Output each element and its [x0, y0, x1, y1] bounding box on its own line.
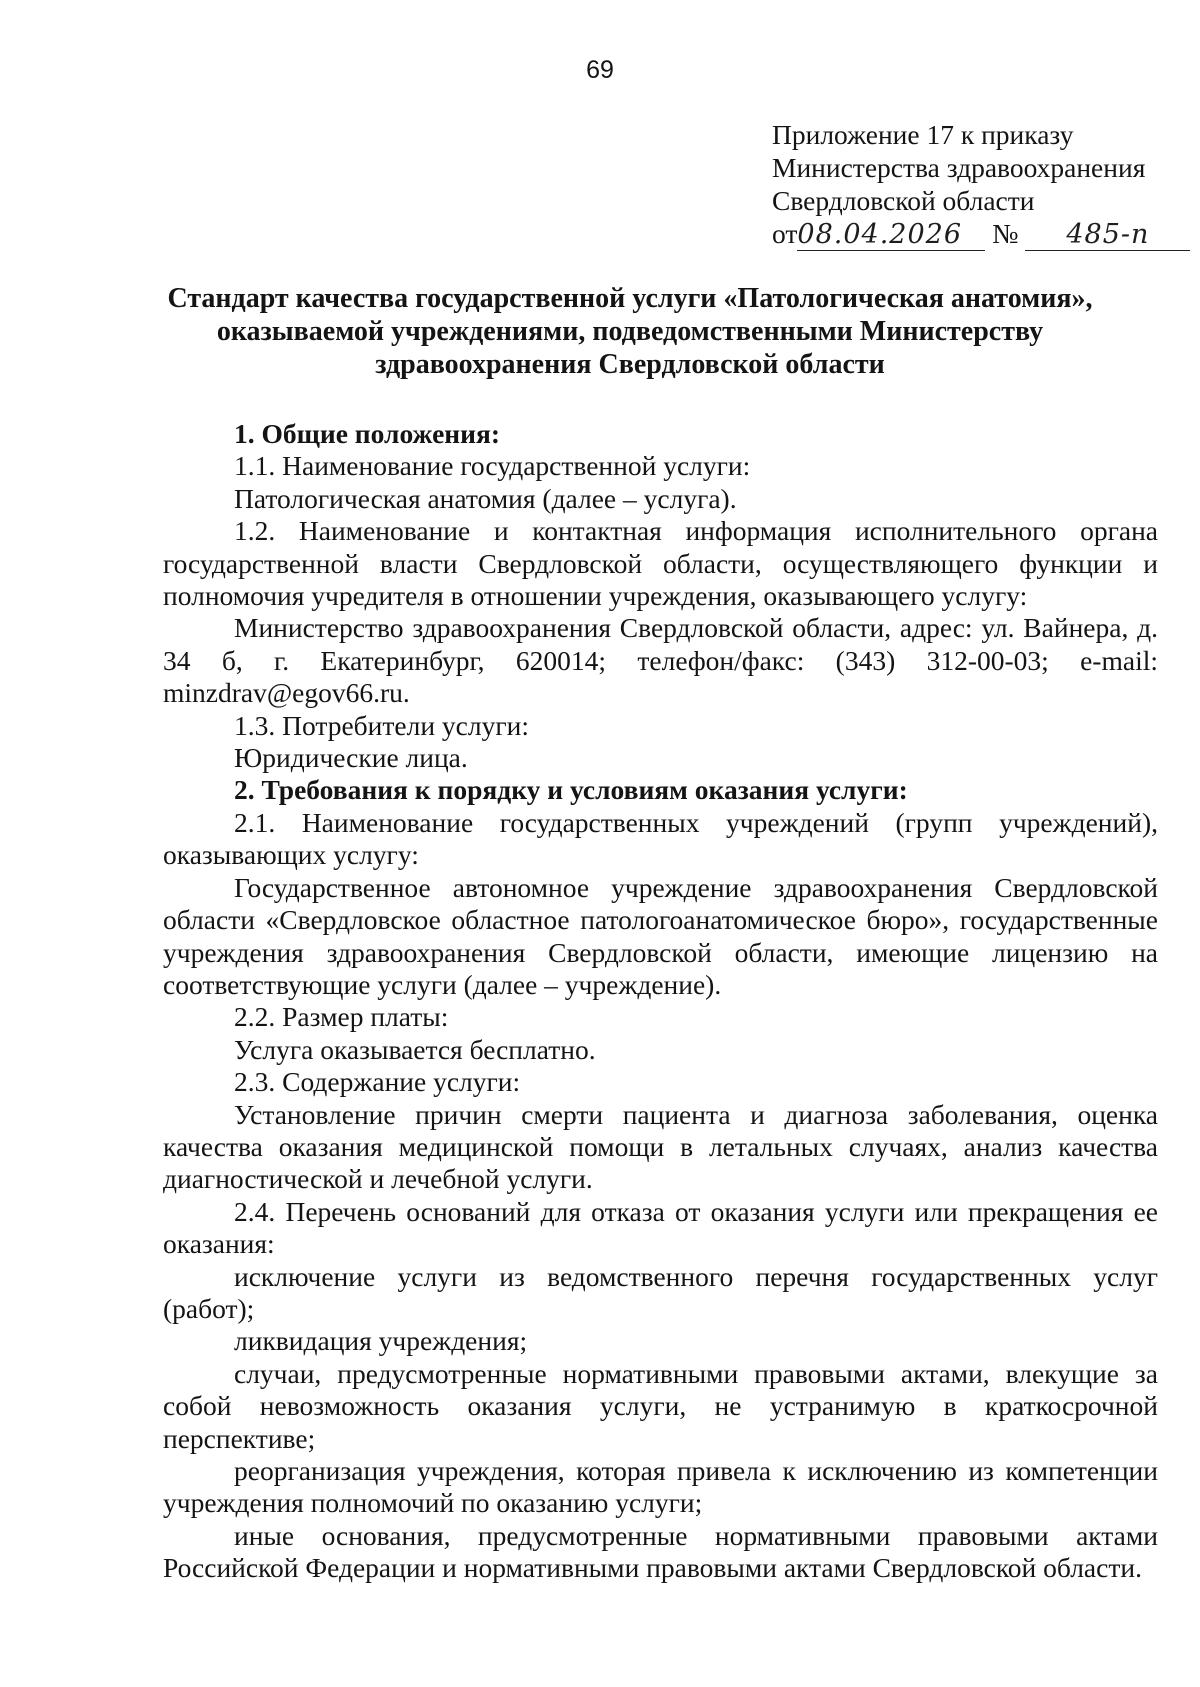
clause-2-4: 2.4. Перечень оснований для отказа от оказания услуги или прекращения ее оказания:	[163, 1195, 1158, 1260]
clause-2-2-text: Услуга оказывается бесплатно.	[234, 1033, 596, 1065]
handwritten-order-number: 485-п	[1025, 220, 1190, 251]
clause-1-3: 1.3. Потребители услуги:	[234, 709, 529, 741]
title-line-1: Стандарт качества государственной услуги «Патологическая анатомия»,	[167, 283, 1093, 314]
refusal-ground-item: иные основания, предусмотренные нормативными правовыми актами Российской Федерации и нормативными правовыми актами Свердловской области.	[163, 1519, 1158, 1584]
section-1-heading: 1. Общие положения:	[234, 418, 501, 449]
page-number: 69	[586, 56, 614, 84]
clause-1-1: 1.1. Наименование государственной услуги:	[234, 450, 751, 482]
clause-1-1-text: Патологическая анатомия (далее – услуга).	[234, 482, 737, 514]
annex-line-3: Свердловской области	[772, 185, 1035, 216]
refusal-ground-item: случаи, предусмотренные нормативными правовыми актами, влекущие за собой невозможность оказания услуги, не устранимую в краткосрочной перспективе;	[163, 1357, 1158, 1454]
handwritten-date: 08.04.2026	[797, 220, 985, 251]
annex-block	[772, 118, 1190, 253]
number-label: №	[992, 218, 1019, 249]
section-2-heading: 2. Требования к порядку и условиям оказания услуги:	[234, 774, 908, 806]
annex-date-number-row	[772, 217, 1190, 253]
clause-2-1: 2.1. Наименование государственных учреждений (групп учреждений), оказывающих услугу:	[163, 806, 1158, 871]
annex-line-1: Приложение 17 к приказу	[772, 119, 1074, 150]
annex-line-2: Министерства здравоохранения	[772, 152, 1146, 183]
clause-2-3: 2.3. Содержание услуги:	[234, 1066, 521, 1098]
clause-1-3-text: Юридические лица.	[234, 742, 468, 774]
date-prefix: от	[772, 218, 798, 249]
refusal-ground-item: реорганизация учреждения, которая привела к исключению из компетенции учреждения полномочий по оказанию услуги;	[163, 1455, 1158, 1519]
refusal-ground-item: ликвидация учреждения;	[234, 1325, 528, 1357]
title-line-3: здравоохранения Свердловской области	[375, 349, 885, 380]
document-title	[150, 282, 1110, 381]
clause-1-2-text: Министерство здравоохранения Свердловской области, адрес: ул. Вайнера, д. 34 б, г. Екатеринбург, 620014; телефон/факс: (343) 312-00-03; e-mail: minzdrav@egov66.ru.	[163, 612, 1158, 709]
clause-2-1-text: Государственное автономное учреждение здравоохранения Свердловской области «Свердловское областное патологоанатомическое бюро», государственные учреждения здравоохранения Свердловской области, имеющие лицензию на соответствующие услуги (далее – учреждение).	[163, 871, 1158, 1000]
title-line-2: оказываемой учреждениями, подведомственными Министерству	[216, 316, 1044, 347]
refusal-ground-item: исключение услуги из ведомственного перечня государственных услуг (работ);	[163, 1260, 1158, 1324]
clause-1-2: 1.2. Наименование и контактная информация исполнительного органа государственной власти Свердловской области, осуществляющего функции и полномочия учредителя в отношении учреждения, оказывающего услугу:	[163, 515, 1158, 612]
clause-2-3-text: Установление причин смерти пациента и диагноза заболевания, оценка качества оказания медицинской помощи в летальных случаях, анализ качества диагностической и лечебной услуги.	[163, 1098, 1158, 1195]
clause-2-2: 2.2. Размер платы:	[234, 1001, 449, 1033]
document-body	[163, 418, 1158, 1585]
